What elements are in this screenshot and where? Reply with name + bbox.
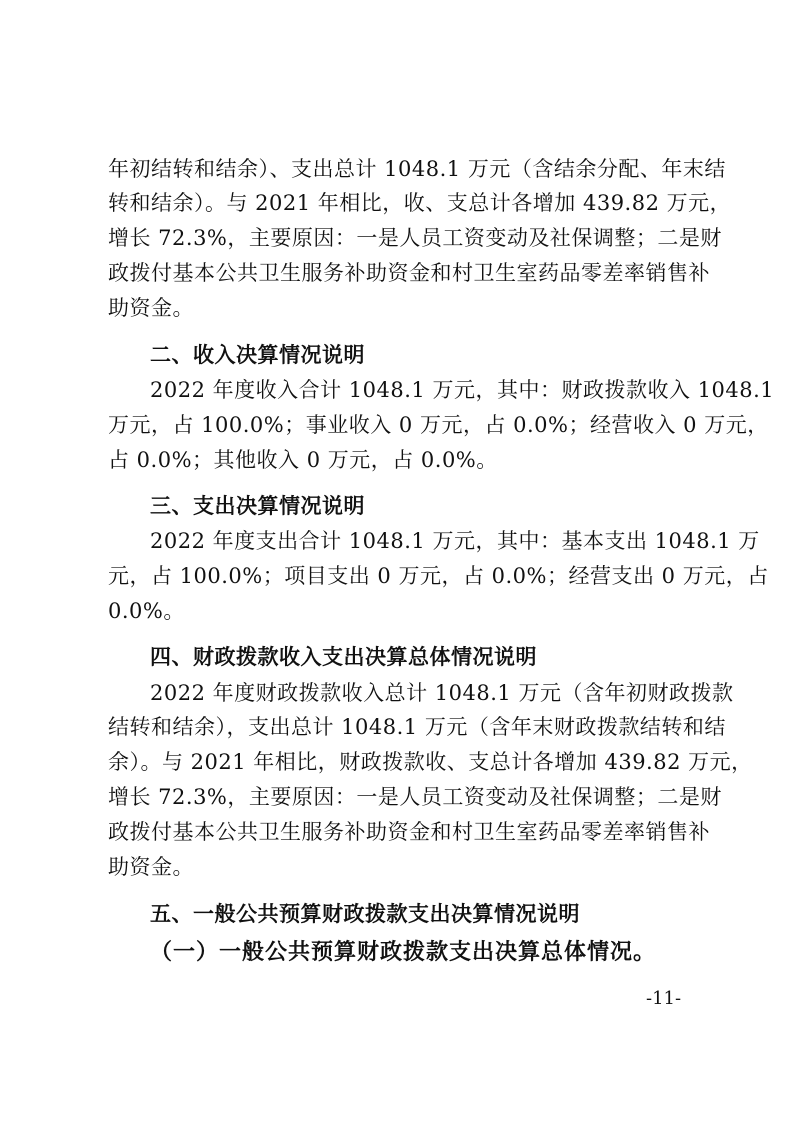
- subsection-heading: （一）一般公共预算财政拨款支出决算总体情况。: [150, 940, 657, 965]
- paragraph-line: 增长 72.3%，主要原因：一是人员工资变动及社保调整；二是财: [108, 226, 722, 250]
- paragraph-line: 政拨付基本公共卫生服务补助资金和村卫生室药品零差率销售补: [108, 261, 710, 285]
- page-number: -11-: [646, 988, 682, 1009]
- paragraph-line: 年初结转和结余）、支出总计 1048.1 万元（含结余分配、年末结: [108, 157, 726, 181]
- paragraph-line: 占 0.0%；其他收入 0 万元，占 0.0%。: [108, 448, 498, 472]
- paragraph-line: 元，占 100.0%；项目支出 0 万元，占 0.0%；经营支出 0 万元，占: [108, 564, 769, 588]
- paragraph-line: 助资金。: [108, 296, 194, 320]
- paragraph-line: 助资金。: [108, 855, 194, 879]
- paragraph-line: 增长 72.3%，主要原因：一是人员工资变动及社保调整；二是财: [108, 785, 722, 809]
- paragraph-line: 转和结余）。与 2021 年相比，收、支总计各增加 439.82 万元，: [108, 191, 732, 215]
- section-heading-general-budget: 五、一般公共预算财政拨款支出决算情况说明: [150, 902, 580, 926]
- paragraph-line: 万元，占 100.0%；事业收入 0 万元，占 0.0%；经营收入 0 万元，: [108, 413, 769, 437]
- paragraph-line: 2022 年度支出合计 1048.1 万元，其中：基本支出 1048.1 万: [150, 529, 760, 553]
- paragraph-line: 0.0%。: [108, 599, 185, 623]
- paragraph-line: 2022 年度收入合计 1048.1 万元，其中：财政拨款收入 1048.1: [150, 378, 775, 402]
- paragraph-line: 结转和结余），支出总计 1048.1 万元（含年末财政拨款结转和结: [108, 715, 726, 739]
- section-heading-fiscal: 四、财政拨款收入支出决算总体情况说明: [150, 645, 537, 669]
- paragraph-line: 2022 年度财政拨款收入总计 1048.1 万元（含年初财政拨款: [150, 681, 734, 705]
- section-heading-income: 二、收入决算情况说明: [150, 343, 365, 367]
- section-heading-expenditure: 三、支出决算情况说明: [150, 494, 365, 518]
- paragraph-line: 余）。与 2021 年相比，财政拨款收、支总计各增加 439.82 万元，: [108, 750, 753, 774]
- paragraph-line: 政拨付基本公共卫生服务补助资金和村卫生室药品零差率销售补: [108, 820, 710, 844]
